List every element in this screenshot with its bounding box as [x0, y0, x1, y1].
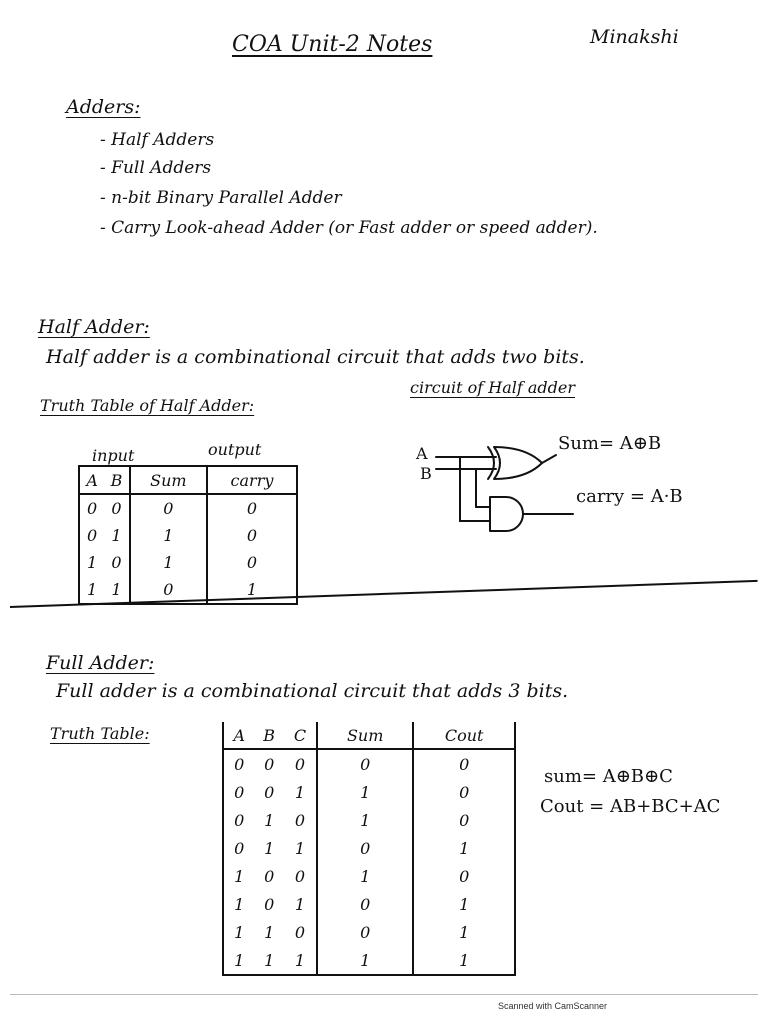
table-cell: 0 — [413, 749, 515, 778]
table-cell: 0 — [294, 810, 306, 830]
table-cell: 0 — [234, 838, 245, 858]
adders-item-half: - Half Adders — [100, 130, 215, 150]
column-header: C — [284, 722, 317, 749]
table-cell: 0 — [317, 834, 413, 862]
table-cell: 1 — [130, 549, 207, 576]
table-cell: 1 — [264, 950, 275, 970]
table-cell: 0 — [207, 549, 297, 576]
footer-divider — [10, 994, 758, 995]
table-row — [223, 862, 515, 890]
circuit-input-a-label: A — [416, 444, 428, 463]
table-cell: 1 — [111, 580, 122, 599]
half-adder-circuit-label: circuit of Half adder — [410, 378, 576, 397]
table-cell: 0 — [294, 866, 306, 886]
table-cell: 1 — [413, 918, 515, 946]
table-cell: 0 — [207, 494, 297, 522]
table-row — [223, 778, 515, 806]
table-cell: 0 — [130, 576, 207, 604]
table-cell: 1 — [294, 782, 306, 802]
column-header: Cout — [413, 722, 515, 749]
table-cell: 0 — [264, 866, 275, 886]
table-header-row — [79, 466, 297, 494]
half-adder-truth-table — [78, 465, 298, 605]
table-cell: 1 — [207, 576, 297, 604]
adders-heading: Adders: — [66, 96, 141, 118]
table-cell: 1 — [317, 946, 413, 975]
table-cell: 0 — [264, 754, 275, 774]
table-cell: 1 — [317, 862, 413, 890]
table-cell: 1 — [87, 553, 98, 572]
table-cell: 1 — [264, 810, 275, 830]
table-row — [79, 549, 297, 576]
full-adder-truth-table-label: Truth Table: — [50, 724, 150, 743]
half-adder-definition: Half adder is a combinational circuit that adds two bits. — [46, 346, 585, 368]
table-cell: 0 — [111, 553, 122, 572]
table-cell: 0 — [264, 782, 275, 802]
table-cell: 0 — [294, 754, 306, 774]
column-header: carry — [207, 466, 297, 494]
table-cell: 1 — [413, 890, 515, 918]
table-cell: 0 — [234, 754, 245, 774]
column-header: Sum — [317, 722, 413, 749]
table-cell: 0 — [130, 494, 207, 522]
table-cell: 1 — [294, 838, 306, 858]
table-cell: 1 — [413, 834, 515, 862]
full-adder-sum-formula: sum= A⊕B⊕C — [544, 766, 673, 787]
table-header-row — [223, 722, 515, 749]
table-cell: 1 — [413, 946, 515, 975]
table-cell: 0 — [413, 806, 515, 834]
table-cell: 1 — [294, 894, 306, 914]
adders-item-full: - Full Adders — [100, 158, 212, 178]
column-header: Sum — [130, 466, 207, 494]
column-header: B — [254, 722, 283, 749]
table-cell: 0 — [111, 499, 122, 518]
column-header: A — [223, 722, 254, 749]
carry-output-formula: carry = A·B — [576, 486, 683, 507]
table-cell: 1 — [317, 806, 413, 834]
table-row — [79, 522, 297, 549]
table-row — [223, 834, 515, 862]
table-cell: 1 — [234, 894, 245, 914]
table-cell: 0 — [234, 782, 245, 802]
half-adder-heading: Half Adder: — [38, 316, 150, 338]
table-cell: 1 — [317, 778, 413, 806]
table-row — [223, 806, 515, 834]
table-cell: 0 — [264, 894, 275, 914]
table-cell: 1 — [111, 526, 122, 545]
table-cell: 1 — [294, 950, 306, 970]
sum-output-formula: Sum= A⊕B — [558, 433, 662, 454]
table-row — [79, 494, 297, 522]
column-header: B — [104, 466, 130, 494]
page-title: COA Unit-2 Notes — [232, 32, 433, 57]
table-cell: 0 — [207, 522, 297, 549]
table-cell: 0 — [87, 526, 98, 545]
ha-output-group-label: output — [208, 440, 262, 459]
ha-input-group-label: input — [92, 446, 135, 465]
author-name: Minakshi — [590, 26, 679, 48]
table-cell: 0 — [234, 810, 245, 830]
full-adder-cout-formula: Cout = AB+BC+AC — [540, 796, 721, 817]
adders-item-parallel: - n-bit Binary Parallel Adder — [100, 188, 342, 208]
table-row — [223, 890, 515, 918]
table-cell: 0 — [317, 890, 413, 918]
full-adder-heading: Full Adder: — [46, 652, 155, 674]
full-adder-definition: Full adder is a combinational circuit that adds 3 bits. — [56, 680, 569, 702]
table-cell: 1 — [234, 866, 245, 886]
table-cell: 1 — [264, 838, 275, 858]
full-adder-truth-table — [222, 722, 516, 976]
table-cell: 0 — [294, 922, 306, 942]
table-cell: 1 — [234, 922, 245, 942]
table-cell: 1 — [87, 580, 98, 599]
table-row — [223, 749, 515, 778]
circuit-input-b-label: B — [420, 464, 432, 483]
column-header: A — [79, 466, 104, 494]
table-row — [223, 918, 515, 946]
table-cell: 1 — [264, 922, 275, 942]
half-adder-truth-table-label: Truth Table of Half Adder: — [40, 396, 255, 415]
scanner-watermark: Scanned with CamScanner — [498, 1001, 608, 1011]
table-cell: 0 — [87, 499, 98, 518]
table-cell: 0 — [413, 862, 515, 890]
table-row — [223, 946, 515, 975]
table-cell: 1 — [234, 950, 245, 970]
table-cell: 0 — [317, 918, 413, 946]
table-cell: 0 — [413, 778, 515, 806]
table-cell: 0 — [317, 749, 413, 778]
table-cell: 1 — [130, 522, 207, 549]
adders-item-lookahead: - Carry Look-ahead Adder (or Fast adder or speed adder). — [100, 218, 598, 238]
